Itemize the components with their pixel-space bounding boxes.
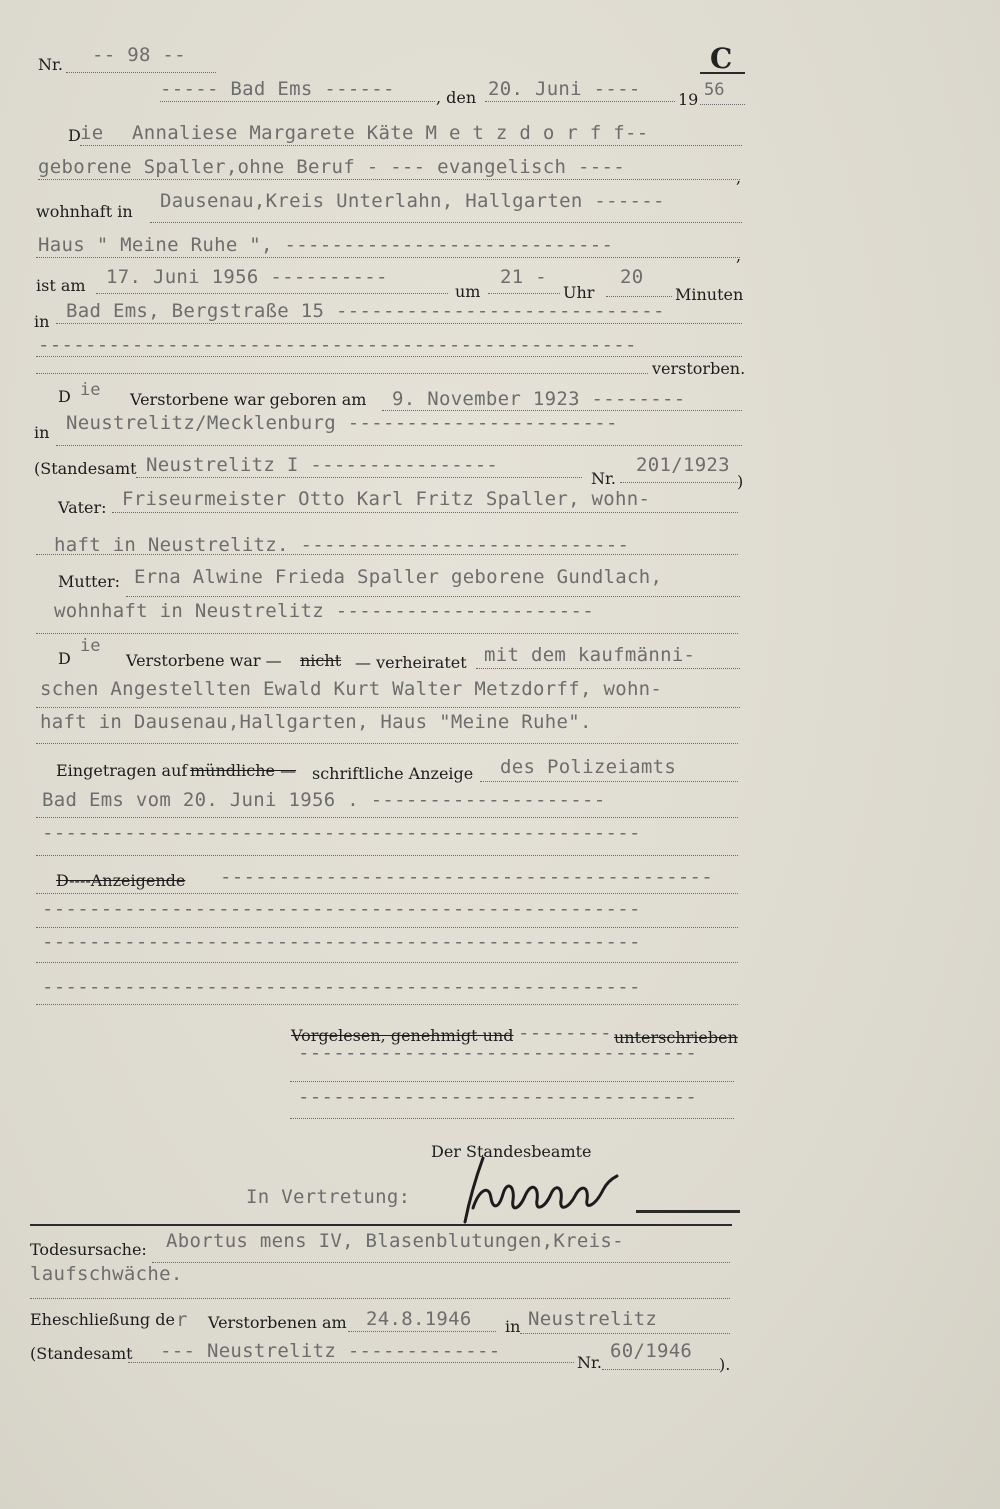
birth-d-suffix: ie bbox=[80, 380, 101, 400]
footer-standesamt-label: (Standesamt bbox=[30, 1344, 133, 1363]
handwritten-signature bbox=[455, 1150, 630, 1230]
standesbeamte-label: Der Standesbeamte bbox=[431, 1142, 592, 1161]
verheiratet-label: — verheiratet bbox=[355, 653, 467, 672]
comma-2: , bbox=[736, 246, 742, 265]
nicht-label: nicht bbox=[300, 651, 342, 670]
in-vertretung: In Vertretung: bbox=[246, 1186, 411, 1208]
registration-line3: --------------------------------------------------- bbox=[42, 822, 641, 844]
death-hour: 21 - bbox=[500, 266, 547, 288]
geboren-label: Verstorbene war geboren am bbox=[130, 390, 367, 409]
uhr-label: Uhr bbox=[563, 283, 595, 302]
marriage-in-label: in bbox=[505, 1317, 521, 1336]
residence-underline bbox=[150, 222, 742, 223]
residence-line2: Haus " Meine Ruhe ", ---------------------------- bbox=[38, 234, 614, 256]
mutter-line1-underline bbox=[126, 596, 740, 597]
footer-standesamt-line bbox=[128, 1362, 574, 1363]
vater-line2: haft in Neustrelitz. ---------------------------- bbox=[54, 534, 630, 556]
date-line bbox=[485, 101, 675, 102]
cause-line1-underline bbox=[152, 1262, 730, 1263]
todesursache-label: Todesursache: bbox=[30, 1240, 147, 1259]
eheschliessung-label: Eheschließung de bbox=[30, 1310, 175, 1329]
marriage-line2: schen Angestellten Ewald Kurt Walter Metzdorff, wohn- bbox=[40, 678, 663, 700]
marriage-date: 24.8.1946 bbox=[366, 1308, 472, 1330]
registration-line1: des Polizeiamts bbox=[500, 756, 677, 778]
nr-line bbox=[66, 72, 216, 73]
death-in-label: in bbox=[34, 312, 50, 331]
verstorbenen-label: Verstorbenen am bbox=[208, 1313, 347, 1332]
death-place: Bad Ems, Bergstraße 15 ---------------------------- bbox=[66, 300, 665, 322]
cause-line1: Abortus mens IV, Blasenblutungen,Kreis- bbox=[166, 1230, 624, 1252]
anzeigende-line1-underline bbox=[36, 893, 738, 894]
marriage-line2-underline bbox=[36, 707, 740, 708]
anzeigende-line4: --------------------------------------------------- bbox=[42, 976, 641, 998]
cause-line2-underline bbox=[30, 1298, 730, 1299]
anzeigende-line2-underline bbox=[36, 927, 738, 928]
vater-line1: Friseurmeister Otto Karl Fritz Spaller, wohn- bbox=[122, 488, 651, 510]
comma-1: , bbox=[736, 168, 742, 187]
war-label: Verstorbene war — bbox=[126, 651, 282, 670]
nr-label: Nr. bbox=[38, 55, 63, 74]
registration-line2: Bad Ems vom 20. Juni 1956 . -------------------- bbox=[42, 789, 606, 811]
mutter-line2: wohnhaft in Neustrelitz ---------------------- bbox=[54, 600, 594, 622]
marriage-line1: mit dem kaufmänni- bbox=[484, 644, 696, 666]
residence-line1: Dausenau,Kreis Unterlahn, Hallgarten ------ bbox=[160, 190, 665, 212]
unterschrieben-label: unterschrieben bbox=[614, 1028, 738, 1047]
nr-value: -- 98 -- bbox=[92, 44, 186, 66]
eingetragen-label: Eingetragen auf bbox=[56, 761, 188, 780]
birth-place: Neustrelitz/Mecklenburg ----------------------- bbox=[66, 412, 618, 434]
anzeigende-line4-underline bbox=[36, 1004, 738, 1005]
corner-underline bbox=[700, 72, 745, 74]
anzeigende-label: D----Anzeigende bbox=[56, 871, 186, 890]
vater-line1-underline bbox=[112, 512, 738, 513]
signature-line2 bbox=[290, 1081, 734, 1082]
birth-date-line bbox=[382, 410, 742, 411]
standesamt-value: Neustrelitz I ---------------- bbox=[146, 454, 499, 476]
anzeigende-line2: --------------------------------------------------- bbox=[42, 898, 641, 920]
death-date-line bbox=[96, 293, 448, 294]
mutter-line1: Erna Alwine Frieda Spaller geborene Gundlach, bbox=[134, 566, 663, 588]
vorgelesen-dashes: -------- bbox=[518, 1022, 612, 1044]
hour-line bbox=[488, 293, 560, 294]
anzeigende-line1: ------------------------------------------ bbox=[220, 866, 714, 888]
birth-d-prefix: D bbox=[58, 387, 71, 406]
year-suffix: 56 bbox=[704, 80, 725, 100]
cause-line2: laufschwäche. bbox=[30, 1263, 183, 1285]
footer-close: ). bbox=[719, 1355, 731, 1374]
footer-standesamt-value: --- Neustrelitz ------------- bbox=[160, 1340, 501, 1362]
schriftliche-label: schriftliche Anzeige bbox=[312, 764, 474, 783]
birth-date: 9. November 1923 -------- bbox=[392, 388, 686, 410]
name-line bbox=[80, 145, 742, 146]
vorgelesen-label: Vorgelesen, genehmigt und bbox=[291, 1026, 514, 1045]
vater-line2-underline bbox=[36, 554, 738, 555]
anzeigende-line3-underline bbox=[36, 962, 738, 963]
standesamt-line bbox=[136, 477, 582, 478]
death-place2-line bbox=[36, 356, 742, 357]
line2-underline bbox=[38, 179, 740, 180]
residence2-underline bbox=[36, 257, 740, 258]
marriage-date-line bbox=[348, 1331, 496, 1332]
death-date: 17. Juni 1956 ---------- bbox=[106, 266, 388, 288]
separator-line bbox=[30, 1224, 732, 1226]
anzeigende-line3: --------------------------------------------------- bbox=[42, 931, 641, 953]
marriage-place: Neustrelitz bbox=[528, 1308, 658, 1330]
signature-dash-line1: ---------------------------------- bbox=[298, 1042, 698, 1064]
signature-tail-line bbox=[636, 1210, 740, 1213]
muendliche-label: mündliche — bbox=[190, 761, 297, 780]
corner-letter: C bbox=[710, 42, 733, 75]
wohnhaft-label: wohnhaft in bbox=[36, 202, 133, 221]
birth-place-line bbox=[56, 445, 742, 446]
death-place2: --------------------------------------------------- bbox=[38, 334, 637, 356]
footer-nr-label: Nr. bbox=[577, 1353, 602, 1372]
die-prefix: D bbox=[68, 126, 81, 145]
death-minutes: 20 bbox=[620, 266, 644, 288]
signature-dash-line3: ---------------------------------- bbox=[298, 1086, 698, 1108]
year-line bbox=[700, 104, 745, 105]
die-suffix: ie bbox=[80, 122, 104, 144]
place-line bbox=[160, 101, 435, 102]
death-place-line bbox=[56, 323, 742, 324]
marriage-d-suffix: ie bbox=[80, 636, 101, 656]
mutter-label: Mutter: bbox=[58, 572, 121, 591]
standesamt-label: (Standesamt bbox=[34, 459, 137, 478]
um-label: um bbox=[455, 282, 481, 301]
register-place: ----- Bad Ems ------ bbox=[160, 78, 395, 100]
registration-line2-underline bbox=[36, 817, 738, 818]
birth-nr-line bbox=[620, 482, 738, 483]
minutes-line bbox=[606, 296, 672, 297]
verstorben-label: verstorben. bbox=[652, 359, 746, 378]
birth-in-label: in bbox=[34, 423, 50, 442]
verstorben-line bbox=[36, 373, 648, 374]
den-label: , den bbox=[436, 88, 477, 107]
year-prefix: 19 bbox=[678, 90, 699, 109]
marriage-d-prefix: D bbox=[58, 649, 71, 668]
deceased-line2: geborene Spaller,ohne Beruf - --- evangelisch ---- bbox=[38, 156, 625, 178]
de-suffix: r bbox=[176, 1309, 188, 1331]
ist-am-label: ist am bbox=[36, 276, 86, 295]
minuten-label: Minuten bbox=[675, 285, 744, 304]
birth-nr-value: 201/1923 bbox=[636, 454, 730, 476]
marriage-line1-underline bbox=[476, 668, 740, 669]
marriage-line3-underline bbox=[36, 743, 738, 744]
vater-label: Vater: bbox=[58, 498, 107, 517]
register-date: 20. Juni ---- bbox=[488, 78, 641, 100]
birth-close-paren: ) bbox=[737, 472, 744, 491]
signature-line3-underline bbox=[290, 1118, 734, 1119]
mutter-line2-underline bbox=[36, 633, 738, 634]
marriage-line3: haft in Dausenau,Hallgarten, Haus "Meine Ruhe". bbox=[40, 711, 592, 733]
registration-line1-underline bbox=[480, 781, 738, 782]
deceased-name: Annaliese Margarete Käte M e t z d o r f f-- bbox=[132, 122, 649, 144]
birth-nr-label: Nr. bbox=[591, 469, 616, 488]
registration-line3-underline bbox=[36, 855, 738, 856]
footer-nr-value: 60/1946 bbox=[610, 1340, 693, 1362]
marriage-place-line bbox=[520, 1333, 730, 1334]
footer-nr-line bbox=[602, 1369, 720, 1370]
